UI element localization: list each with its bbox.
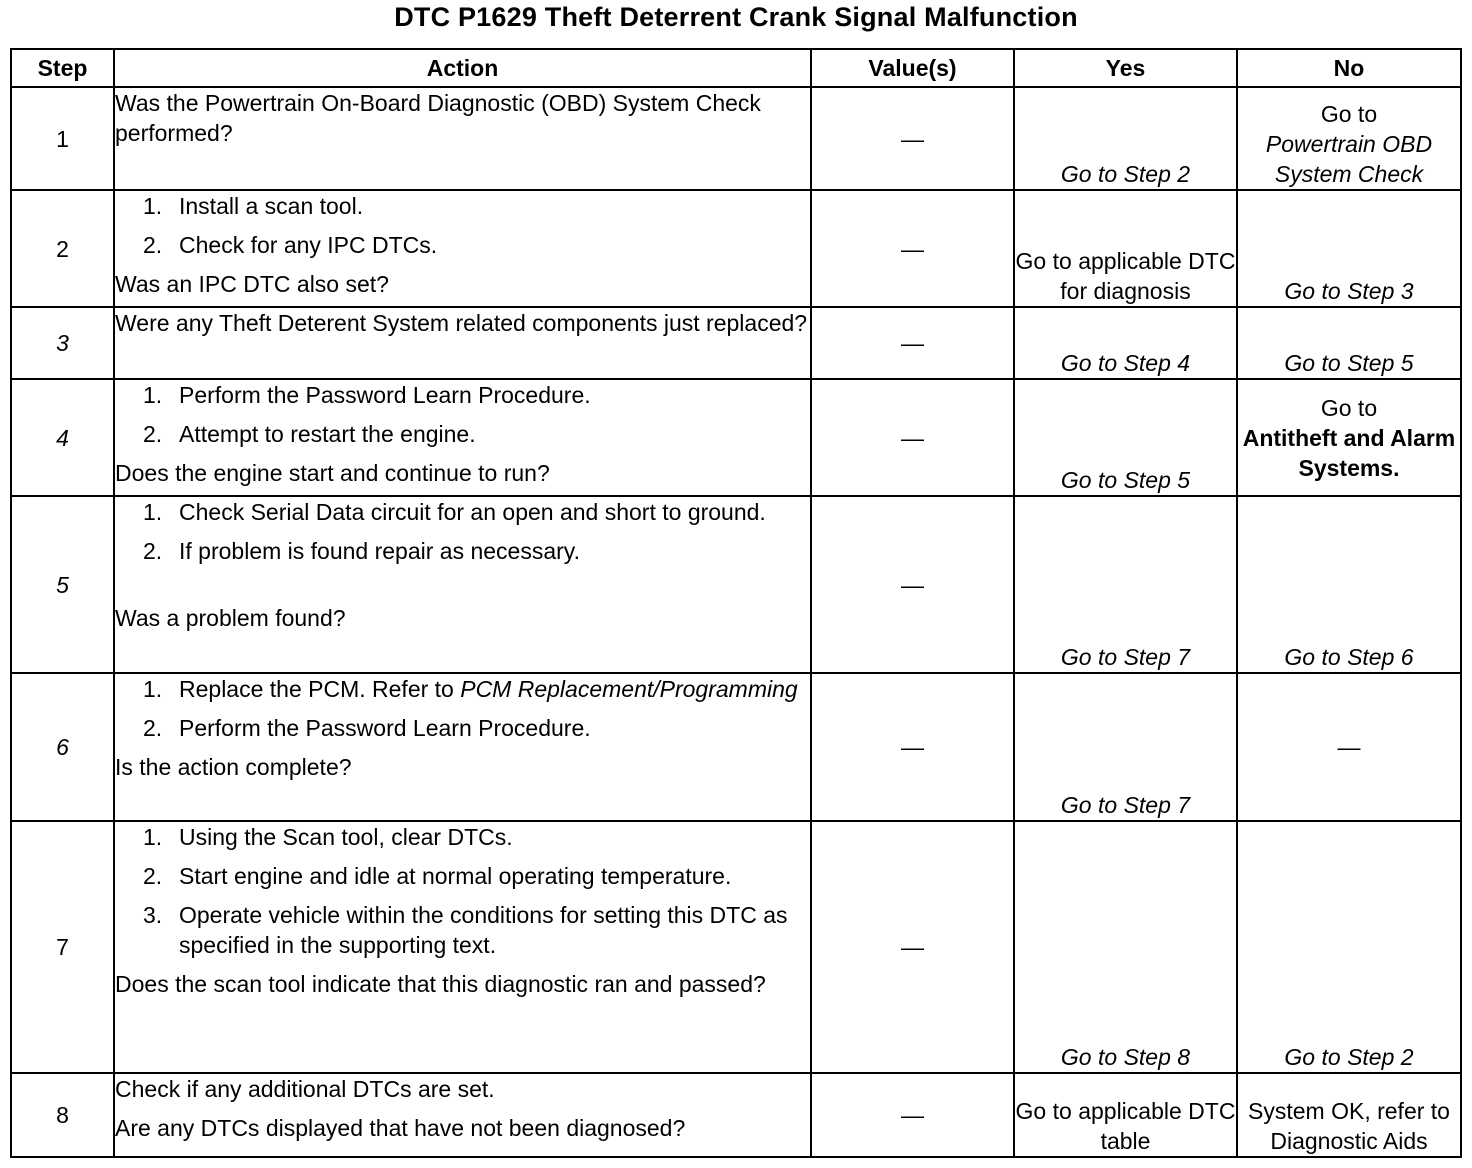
yes-cell: Go to Step 7 — [1014, 673, 1237, 821]
table-row-step-7 — [11, 821, 1461, 1073]
no-cell — [1237, 379, 1461, 496]
value-cell: — — [811, 379, 1014, 496]
header-yes: Yes — [1014, 49, 1237, 87]
yes-cell: Go to Step 2 — [1014, 87, 1237, 190]
action-cell — [114, 87, 811, 190]
action-cell — [114, 673, 811, 821]
value-cell: — — [811, 673, 1014, 821]
value-cell: — — [811, 307, 1014, 379]
action-item: 1. Check Serial Data circuit for an open and short to ground. — [143, 499, 766, 525]
no-reference: Powertrain OBD System Check — [1265, 131, 1433, 187]
action-item: 2. Check for any IPC DTCs. — [143, 232, 438, 258]
value-cell: — — [811, 1073, 1014, 1157]
table-header-row — [11, 49, 1461, 87]
table-row-step-5 — [11, 496, 1461, 673]
action-item: 2. Perform the Password Learn Procedure. — [143, 715, 591, 741]
action-cell — [114, 821, 811, 1073]
no-goto: Go to — [1320, 394, 1378, 421]
page-title: DTC P1629 Theft Deterrent Crank Signal Malfunction — [394, 2, 1078, 32]
table-row-step-8 — [11, 1073, 1461, 1157]
action-line: Check if any additional DTCs are set. — [115, 1076, 495, 1102]
step-number: 2 — [11, 190, 114, 307]
action-cell — [114, 307, 811, 379]
step-number: 7 — [11, 821, 114, 1073]
action-cell — [114, 379, 811, 496]
step-number: 1 — [11, 87, 114, 190]
value-cell: — — [811, 496, 1014, 673]
action-question: Are any DTCs displayed that have not been diagnosed? — [115, 1115, 686, 1141]
no-reference: Antitheft and Alarm Systems. — [1242, 424, 1456, 481]
action-question: Is the action complete? — [115, 754, 352, 780]
header-values: Value(s) — [811, 49, 1014, 87]
action-question: Does the engine start and continue to run? — [115, 460, 550, 486]
action-cell — [114, 1073, 811, 1157]
yes-cell: Go to applicable DTC table — [1014, 1073, 1237, 1157]
value-cell: — — [811, 87, 1014, 190]
table-row-step-1 — [11, 87, 1461, 190]
step-number: 6 — [11, 673, 114, 821]
value-cell: — — [811, 190, 1014, 307]
action-item: 1. Replace the PCM. Refer to PCM Replacement/Programming — [143, 676, 798, 702]
no-cell: Go to Step 6 — [1237, 496, 1461, 673]
header-no: No — [1237, 49, 1461, 87]
step-number: 8 — [11, 1073, 114, 1157]
yes-cell: Go to Step 7 — [1014, 496, 1237, 673]
table-row-step-6 — [11, 673, 1461, 821]
yes-cell: Go to Step 5 — [1014, 379, 1237, 496]
step-number: 4 — [11, 379, 114, 496]
diagnostic-table — [10, 48, 1462, 1158]
no-goto: Go to — [1320, 101, 1378, 127]
table-row-step-3 — [11, 307, 1461, 379]
step-number: 3 — [11, 307, 114, 379]
no-cell — [1237, 87, 1461, 190]
action-question: Was an IPC DTC also set? — [115, 271, 389, 297]
step-number: 5 — [11, 496, 114, 673]
no-cell: Go to Step 5 — [1237, 307, 1461, 379]
action-item: 1. Perform the Password Learn Procedure. — [143, 382, 591, 408]
action-item: 3. Operate vehicle within the conditions for setting this DTC as specified in the supporting text. — [143, 902, 788, 958]
pcm-reference: PCM Replacement/Programming — [460, 676, 798, 702]
action-question: Was the Powertrain On-Board Diagnostic (OBD) System Check performed? — [115, 90, 761, 146]
yes-cell: Go to Step 8 — [1014, 821, 1237, 1073]
no-cell: Go to Step 2 — [1237, 821, 1461, 1073]
action-question: Does the scan tool indicate that this diagnostic ran and passed? — [115, 971, 766, 997]
yes-cell: Go to applicable DTC for diagnosis — [1014, 190, 1237, 307]
action-item: 2. Attempt to restart the engine. — [143, 421, 476, 447]
value-cell: — — [811, 821, 1014, 1073]
header-step: Step — [11, 49, 114, 87]
action-item: 1. Install a scan tool. — [143, 193, 364, 219]
no-cell: System OK, refer to Diagnostic Aids — [1237, 1073, 1461, 1157]
no-cell: Go to Step 3 — [1237, 190, 1461, 307]
yes-cell: Go to Step 4 — [1014, 307, 1237, 379]
table-row-step-4 — [11, 379, 1461, 496]
table-row-step-2 — [11, 190, 1461, 307]
action-cell — [114, 496, 811, 673]
action-cell — [114, 190, 811, 307]
action-item: 2. Start engine and idle at normal operating temperature. — [143, 863, 732, 889]
action-item: 1. Using the Scan tool, clear DTCs. — [143, 824, 513, 850]
action-question: Were any Theft Deterent System related components just replaced? — [115, 310, 808, 336]
action-question: Was a problem found? — [115, 605, 346, 631]
no-cell: — — [1237, 673, 1461, 821]
action-item: 2. If problem is found repair as necessary. — [143, 538, 580, 564]
header-action: Action — [114, 49, 811, 87]
